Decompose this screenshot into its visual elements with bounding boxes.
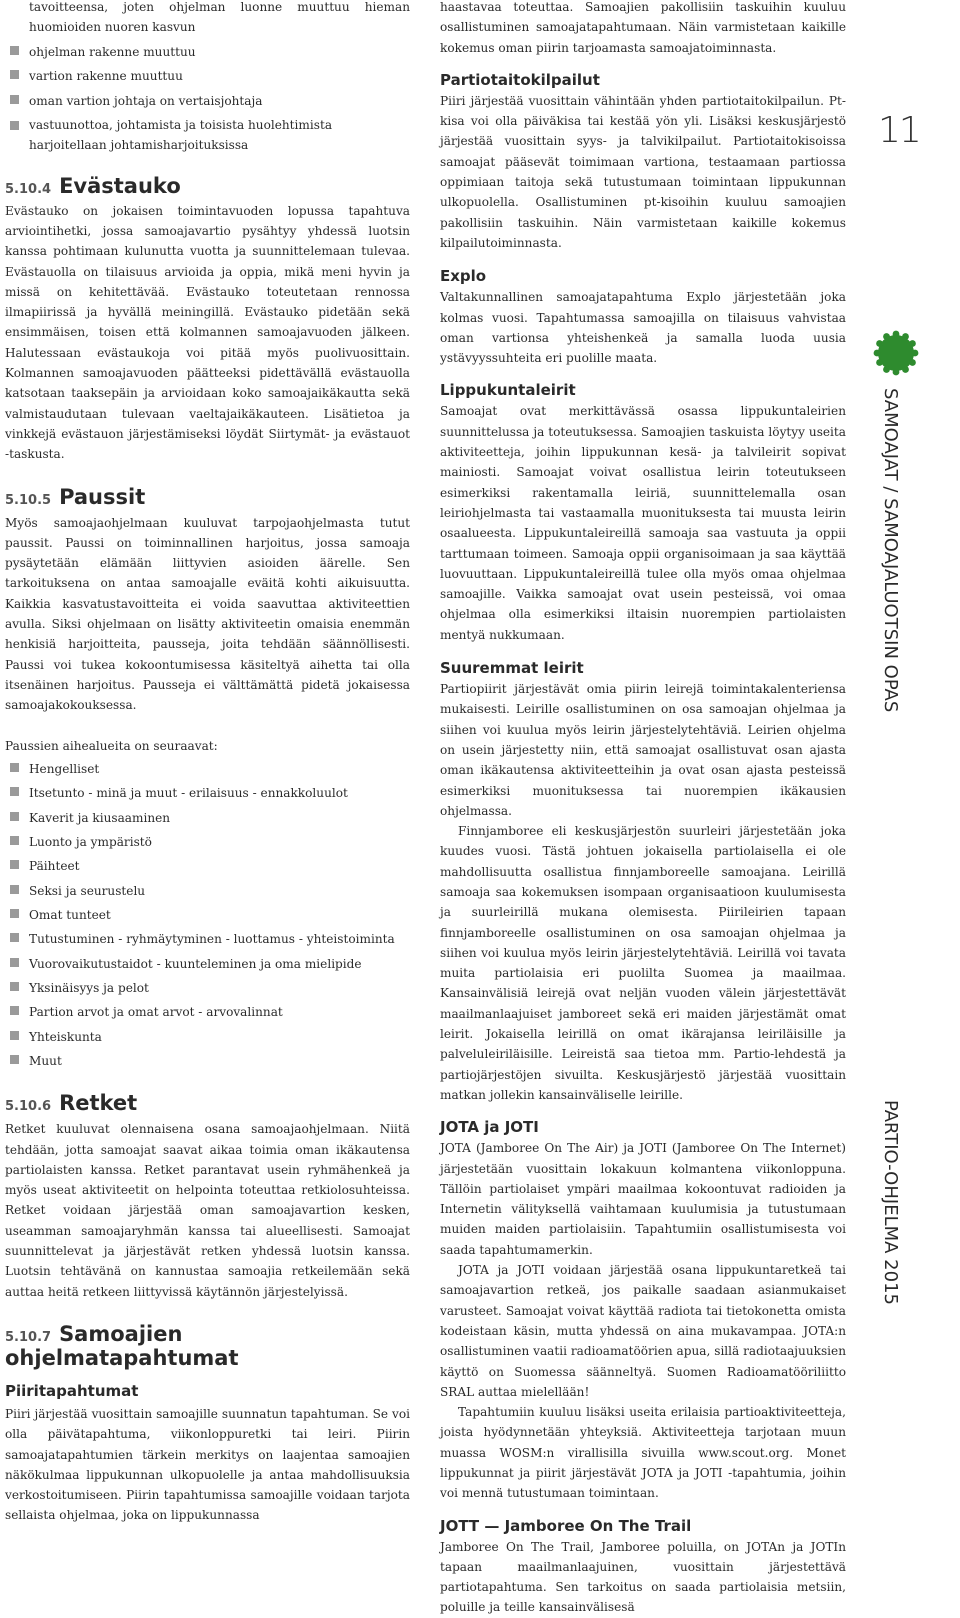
list-item: Omat tunteet — [5, 903, 410, 927]
list-item: vastuunottoa, johtamista ja toisista huolehtimista harjoitellaan johtamisharjoituksissa — [5, 115, 410, 156]
section-body: Retket kuuluvat olennaisena osana samoajaohjelmaan. Niitä tehdään, jotta samoajat saavat aikaa toimia oman ikäkautensa partiolaisten kanssa. Retket parantavat usein ryhmähenkeä ja myös useat aktiviteetit on helpointa toteuttaa retkiolosuhteissa. Retket voidaan järjestää oman samoajavartion kesken, useamman samoajaryhmän kanssa tai alueellisesti. Samoajat suunnittelevat ja järjestävät retken yhdessä luotsin kanssa. Luotsin tehtävänä on kannustaa samoajia retkeilemään sekä auttaa heitä retkeen liittyvissä käytännön järjestelyissä. — [5, 1122, 410, 1299]
subsection-heading: Partiotaitokilpailut — [440, 70, 600, 89]
bullet-square-icon — [10, 787, 19, 796]
bullet-square-icon — [10, 1006, 19, 1015]
running-foot: PARTIO-OHJELMA 2015 — [880, 1100, 901, 1305]
intro-continuation: tavoitteensa, joten ohjelman luonne muuttuu hieman huomioiden nuoren kasvun — [29, 0, 410, 35]
section-body: Finnjamboree eli keskusjärjestön suurleiri järjestetään joka kuudes vuosi. Tästä johtuen jokaisella partiolaisella ei ole mahdollisuutta osallistua finnjamboreelle samoajana. Leirillä samoaja saa kokemuksen isompaan organisaatioon kuulumisesta ja suurleirillä mukana olemisesta. Piirileirien tapaan finnjamboreelle osallistuminen on osa samoajan ohjelmaa ja siihen voi kuulua myös leirin järjestelytehtäviä. Leirillä voi tavata muita partiolaisia eri puolilta Suomea ja maailmaa. Kansainvälisiä leirejä ovat neljän vuoden välein järjestettävät maailmanlaajuiset jamboreet sekä eri maiden järjestämät omat leirit. Jokaisella leirillä on omat ikärajansa leiriläisille ja palveluleiriläisille. Leireistä saa tietoa mm. Partio-lehdestä ja partiojärjestöjen sivuilta. Keskusjärjestö järjestää vuosittain matkan jollekin kansainväliselle leirille. — [440, 824, 846, 1102]
bullet-square-icon — [10, 933, 19, 942]
list-item: oman vartion johtaja on vertaisjohtaja — [5, 89, 410, 114]
bullet-square-icon — [10, 958, 19, 967]
bullet-square-icon — [10, 982, 19, 991]
list-item: Partion arvot ja omat arvot - arvovalinnat — [5, 1000, 410, 1024]
bullet-square-icon — [10, 763, 19, 772]
list-item: Muut — [5, 1049, 410, 1073]
list-item: Kaverit ja kiusaaminen — [5, 806, 410, 830]
section-body: Piiri järjestää vuosittain vähintään yhden partiotaitokilpailun. Pt-kisa voi olla päiväkisa tai kestää yön yli. Lisäksi keskusjärjestö järjestää vuosittain syys- ja talvikilpailut. Partiotaitokisoissa samoajat pääsevät toimimaan vartiona, testaamaan partiossa oppimiaan taitoja sekä tutustumaan toimintaan lippukunnan ulkopuolella. Osallistuminen pt-kisoihin kuuluu samoajien pakollisiin taskuihin. Näin varmistetaan kaikille kokemus kilpailutoiminnasta. — [440, 93, 846, 250]
bullet-square-icon — [10, 812, 19, 821]
section-heading: 5.10.4 Evästauko — [5, 173, 181, 198]
list-item: Seksi ja seurustelu — [5, 879, 410, 903]
list-item: Hengelliset — [5, 757, 410, 781]
subsection-heading: Piiritapahtumat — [5, 1381, 139, 1400]
left-column — [5, 0, 410, 1526]
section-body: Valtakunnallinen samoajatapahtuma Explo järjestetään joka kolmas vuosi. Tapahtumassa samoajilla on tilaisuus vahvistaa oman vartionsa yhteishenkeä ja samalla luoda uusia ystävyyssuhteita eri puolille maata. — [440, 290, 846, 366]
bullet-square-icon — [10, 860, 19, 869]
bullet-square-icon — [10, 121, 19, 130]
list-item: Yhteiskunta — [5, 1025, 410, 1049]
subsection-heading: Suuremmat leirit — [440, 659, 584, 678]
topic-list — [5, 757, 410, 1073]
list-item: Tutustuminen - ryhmäytyminen - luottamus - yhteistoiminta — [5, 927, 410, 951]
section-body: Jamboree On The Trail, Jamboree poluilla, on JOTAn ja JOTIn tapaan maailmanlaajuinen, vuosittain järjestettävä partiotapahtuma. Sen tarkoitus on saada partiolaisia metsiin, poluille ja teille kansainvälisesä — [440, 1539, 846, 1615]
section-heading: 5.10.7 Samoajien ohjelmatapahtumat — [5, 1321, 239, 1370]
list-item: ohjelman rakenne muuttuu — [5, 40, 410, 65]
section-body: Tapahtumiin kuuluu lisäksi useita erilaisia partioaktiviteetteja, joista hyödynnetään yhteyksiä. Aktiviteetteja tarjotaan muun muassa WOSM:n virallisilla sivuilla www.scout.org. Monet lippukunnat ja piirit järjestävät JOTA ja JOTI -tapahtumia, joihin voi mennä tutustumaan toimintaan. — [440, 1405, 846, 1501]
bullet-square-icon — [10, 70, 19, 79]
section-body: Piiri järjestää vuosittain samoajille suunnatun tapahtuman. Se voi olla päivätapahtuma, viikonloppuretki tai leiri. Piirin samoajatapahtumien tärkein merkitys on laajentaa samoajien näkökulmaa lippukunnan ulkopuolelle ja antaa mahdollisuuksia verkostoitumiseen. Piirin tapahtumissa samoajille voidaan tarjota sellaista ohjelmaa, joka on lippukunnassa — [5, 1406, 410, 1523]
subsection-heading: JOTA ja JOTI — [440, 1118, 539, 1137]
bullet-square-icon — [10, 909, 19, 918]
bullet-square-icon — [10, 836, 19, 845]
section-body: Myös samoajaohjelmaan kuuluvat tarpojaohjelmasta tutut paussit. Paussi on toiminnallinen harjoitus, jossa samoaja pysäytetään elämään liittyvien asioiden äärelle. Sen tarkoituksena on antaa samoajalle eväitä kohti aikuisuutta. Kaikkia kasvatustavoitteita ei voida saavuttaa aktiviteettien avulla. Siksi ohjelmaan on lisätty aktiviteetin omaisia enemmän henkisiä harjoitteita, pausseja, joita tehdään säännöllisesti. Paussi voi tukea kokoontumisessa käsiteltyä aihetta tai olla itsenäinen harjoitus. Pausseja ei välttämättä pidetä jokaisessa samoajakokouksessa. — [5, 515, 410, 713]
right-column — [440, 0, 846, 1618]
subsection-heading: Lippukuntaleirit — [440, 381, 576, 400]
subsection-heading: Explo — [440, 267, 487, 286]
list-item: vartion rakenne muuttuu — [5, 64, 410, 89]
list-item: Yksinäisyys ja pelot — [5, 976, 410, 1000]
section-heading: 5.10.6 Retket — [5, 1091, 138, 1116]
list-item: Luonto ja ympäristö — [5, 830, 410, 854]
intro-bullets — [5, 40, 410, 156]
continuation-text: haastavaa toteuttaa. Samoajien pakollisiin taskuihin kuuluu osallistuminen samoajatapahtumaan. Näin varmistetaan kaikille kokemus oman piirin tarjoamasta samoajatoiminnasta. — [440, 0, 846, 55]
running-head: SAMOAJAT / SAMOAJALUOTSIN OPAS — [880, 388, 901, 713]
section-body: JOTA (Jamboree On The Air) ja JOTI (Jamboree On The Internet) järjestetään vuosittain lokakuun kolmantena viikonloppuna. Tällöin partiolaiset ympäri maailmaa kokoontuvat radioiden ja Internetin välityksellä vaihtamaan kuulumisia ja tutustumaan muiden maiden partiolaisiin. Tapahtumiin osallistumisesta voi saada tapahtumamerkin. — [440, 1141, 846, 1257]
bullet-square-icon — [10, 1031, 19, 1040]
section-body: Evästauko on jokaisen toimintavuoden lopussa tapahtuva arviointihetki, jossa samoajavartio pysähtyy yhdessä luotsin kanssa pohtimaan kulunutta vuotta ja suunnittelemaan tulevaa. Evästauolla on tilaisuus arvioida ja oppia, mikä meni hyvin ja missä on kehitettävää. Evästauko toteutetaan rennossa ilmapiirissä ja hyvällä meiningillä. Evästauko pidetään sekä ensimmäisen, toisen että kolmannen samoajavuoden jälkeen. Halutessaan evästaukoja voi pitää myös puolivuosittain. Kolmannen samoajavuoden päätteeksi pidettävällä evästauolla katsotaan taaksepäin ja arvioidaan koko samoajaikäkautta sekä valmistaudutaan tulevaan vaeltajaikäkauteen. Lisätietoa ja vinkkejä evästauon järjestämiseksi löydät Siirtymät- ja evästauot -taskusta. — [5, 203, 410, 462]
bullet-square-icon — [10, 95, 19, 104]
section-body: Partiopiirit järjestävät omia piirin leirejä toimintakalenteriensa mukaisesti. Leirille osallistuminen on osa samoajan ohjelmaa ja siihen voi kuulua myös leirin järjestelytehtäviä. Leirien ohjelma on usein järjestetty niin, että samoajat osallistuvat osan ajasta oman ikäkautensa aktiviteetteihin ja ovat osan ajasta pesteissä esimerkiksi muonituksessa tai nuorempien ikäkausien ohjelmassa. — [440, 682, 846, 818]
list-item: Vuorovaikutustaidot - kuunteleminen ja oma mielipide — [5, 952, 410, 976]
bullet-square-icon — [10, 46, 19, 55]
list-intro: Paussien aihealueita on seuraavat: — [5, 738, 218, 753]
section-body: JOTA ja JOTI voidaan järjestää osana lippukuntaretkeä tai samoajavartion retkeä, jos paikalle saadaan asianmukaiset varusteet. Samoajat voivat käyttää radiota tai tietokonetta omista kodeistaan käsin, mutta yhdessä on aina mukavampaa. JOTA:n osallistuminen vaatii radioamatöörien apua, sillä radiotaajuuksien käyttö on Suomessa säänneltyä. Suomen Radioamatööriliitto SRAL auttaa mielellään! — [440, 1263, 846, 1399]
section-body: Samoajat ovat merkittävässä osassa lippukuntaleirien suunnittelussa ja toteutuksessa. Samoajien taskuista löytyy useita aktiviteetteja, joihin lippukunnan kesä- ja talvileirit sopivat mainiosti. Samoajat voivat osallistua leirin toteutukseen esimerkiksi rakentamalla leiriä, suunnittelemalla osan leiriohjelmasta tai vastaamalla muonituksesta tai muusta leirin osaalueesta. Lippukuntaleireillä samoaja saa vastuuta ja oppii tarttumaan toimeen. Samoaja oppii organisoimaan ja saa käyttää luovuuttaan. Lippukuntaleireillä tulee olla myös omaa ohjelmaa samoajille. Vaikka samoajat ovat usein pesteissä, voi omaa ohjelmaa olla esimerkiksi iltaisin nuorempien partiolaisten mentyä nukkumaan. — [440, 404, 846, 642]
subsection-heading: JOTT — Jamboree On The Trail — [440, 1516, 692, 1535]
gear-icon — [873, 330, 919, 376]
list-item: Itsetunto - minä ja muut - erilaisuus - ennakkoluulot — [5, 781, 410, 805]
list-item: Päihteet — [5, 854, 410, 878]
page-number: 11 — [878, 110, 920, 151]
bullet-square-icon — [10, 1055, 19, 1064]
bullet-square-icon — [10, 885, 19, 894]
section-heading: 5.10.5 Paussit — [5, 484, 146, 509]
